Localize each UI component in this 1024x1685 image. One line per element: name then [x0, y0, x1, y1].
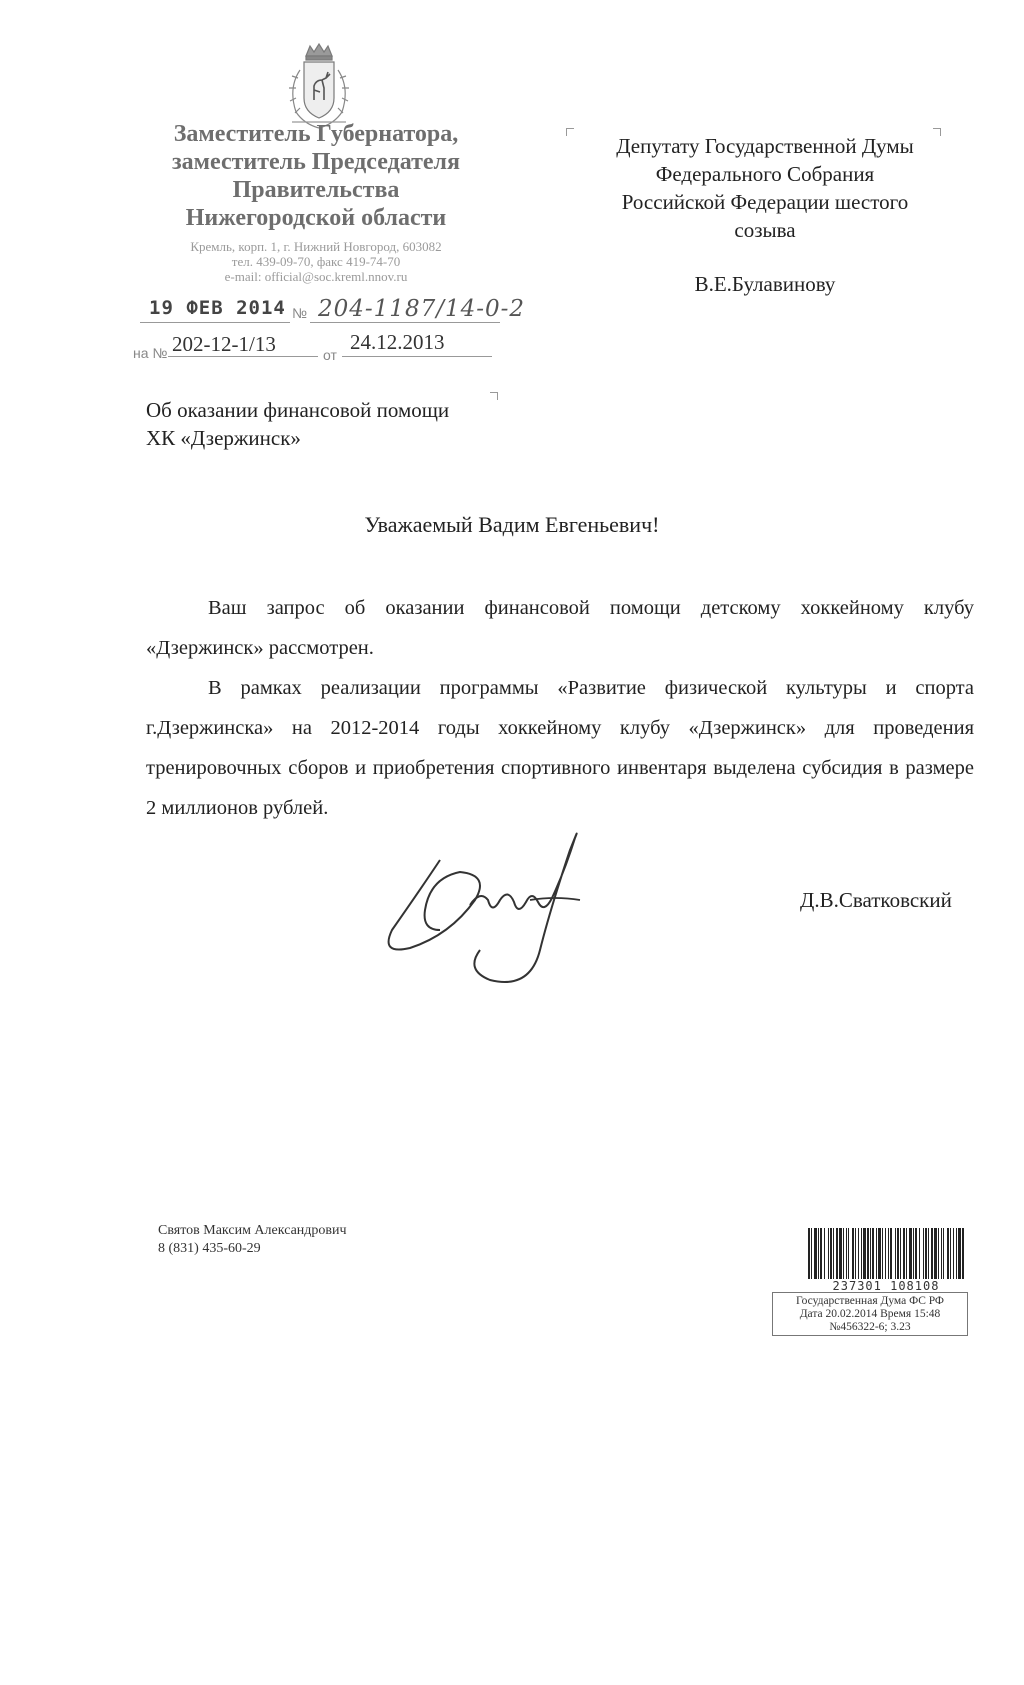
reference-date-label: от	[323, 347, 337, 363]
greeting: Уважаемый Вадим Евгеньевич!	[364, 512, 660, 537]
handwritten-signature	[380, 830, 610, 1000]
letterhead-email: e-mail: official@soc.kreml.nnov.ru	[224, 269, 408, 284]
subject-line-1: Об оказании финансовой помощи	[146, 398, 450, 422]
duma-registration-stamp	[772, 1292, 968, 1336]
body-paragraph-2: В рамках реализации программы «Развитие физической культуры и спорта г.Дзержинска» на 2012-2014 годы хоккейному клубу «Дзержинск» для проведения тренировочных сборов и приобретения спортивного инвентаря выделена субсидия в размере 2 миллионов рублей.	[146, 677, 974, 819]
recipient-line-4: созыва	[734, 218, 796, 242]
reference-number-label: на №	[133, 345, 168, 361]
signer-name: Д.В.Сватковский	[800, 888, 952, 912]
executor-phone: 8 (831) 435-60-29	[158, 1241, 261, 1256]
letterhead-phone: тел. 439-09-70, факс 419-74-70	[231, 254, 401, 269]
recipient-line-3: Российской Федерации шестого	[621, 190, 909, 214]
recipient-line-1: Депутату Государственной Думы	[616, 134, 914, 158]
subject-line-2: ХК «Дзержинск»	[146, 426, 301, 450]
letterhead-title-line-4: Нижегородской области	[185, 205, 447, 231]
letterhead-title-line-1: Заместитель Губернатора,	[173, 121, 459, 147]
registration-stamp-line-2: Дата 20.02.2014 Время 15:48	[799, 1308, 941, 1320]
recipient-line-2: Федерального Собрания	[655, 162, 875, 186]
reference-date: 24.12.2013	[350, 330, 445, 354]
outgoing-number-handwritten: 204-1187/14-0-2	[318, 296, 526, 322]
letterhead-title-line-3: Правительства	[232, 177, 400, 203]
registration-stamp-line-1: Государственная Дума ФС РФ	[795, 1295, 945, 1307]
executor-name: Святов Максим Александрович	[158, 1223, 347, 1238]
coat-of-arms-emblem	[270, 42, 368, 132]
body-paragraph-1: Ваш запрос об оказании финансовой помощи детскому хоккейному клубу «Дзержинск» рассмотрен.	[146, 597, 974, 659]
outgoing-date-stamp: 19 ФЕВ 2014	[149, 297, 286, 319]
barcode-number: 237301 108108	[806, 1279, 966, 1293]
letterhead-address: Кремль, корп. 1, г. Нижний Новгород, 603082	[190, 239, 442, 254]
barcode-image	[806, 1228, 966, 1282]
number-label: №	[292, 305, 308, 321]
recipient-name: В.Е.Булавинову	[694, 272, 836, 296]
registration-stamp-line-3: №456322-6; 3.23	[829, 1321, 911, 1333]
letterhead-title-line-2: заместитель Председателя	[172, 149, 460, 175]
reference-number: 202-12-1/13	[172, 332, 276, 356]
